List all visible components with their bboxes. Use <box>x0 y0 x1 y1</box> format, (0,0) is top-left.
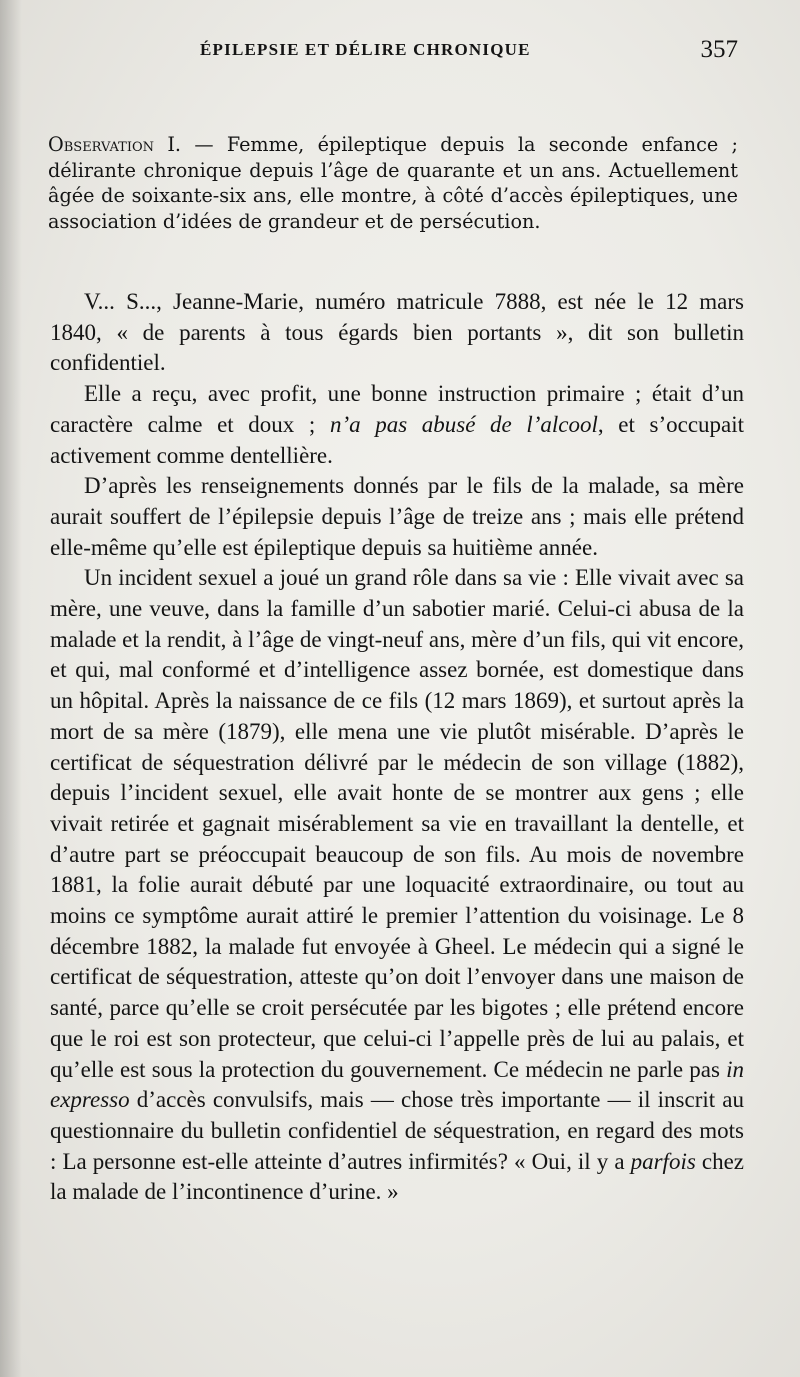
paragraph-education-text-b: , et s’occupait activement comme dentellière. <box>50 411 745 468</box>
observation-number: I. — <box>154 133 227 156</box>
body-text <box>50 287 744 1208</box>
paragraph-incident-text-c: chez la malade de l’incontinence d’urine. » <box>50 1148 744 1205</box>
paragraph-education-italic: n’a pas abusé de l’alcool <box>329 411 598 437</box>
running-title: ÉPILEPSIE ET DÉLIRE CHRONIQUE <box>200 40 531 59</box>
paragraph-incident-italic-b: parfois <box>630 1148 696 1174</box>
page-gutter-shadow <box>0 0 22 1377</box>
paragraph-incident-text-b: d’accès convulsifs, mais — chose très importante — il inscrit au questionnaire du bulletin confidentiel de séquestration, en regard des mots : La personne est-elle atteinte d’autres infirmités? « Oui, il y a <box>50 1087 744 1174</box>
paragraph-epilepsy-history: D’après les renseignements donnés par le fils de la malade, sa mère aurait souffert de l’épilepsie depuis l’âge de treize ans ; mais elle prétend elle-même qu’elle est épileptique depuis sa huitième année. <box>50 473 744 560</box>
observation-summary <box>48 132 738 234</box>
paragraph-incident-italic-a: in expresso <box>50 1056 744 1113</box>
paragraph-education <box>50 379 744 471</box>
observation-label: Observation <box>48 133 155 156</box>
paragraph-incident <box>50 563 744 1208</box>
observation-summary-text: Femme, épileptique depuis la seconde enfance ; délirante chronique depuis l’âge de quarante et un ans. Actuellement âgée de soixante-six ans, elle montre, à côté d’accès épileptiques, une association d’idées de grandeur et de persécution. <box>48 133 738 233</box>
paragraph-identity: V... S..., Jeanne-Marie, numéro matricule 7888, est née le 12 mars 1840, « de parents à tous égards bien portants », dit son bulletin confidentiel. <box>50 289 744 376</box>
paragraph-incident-text-a: Un incident sexuel a joué un grand rôle dans sa vie : Elle vivait avec sa mère, une veuve, dans la famille d’un sabotier marié. Celui-ci abusa de la malade et la rendit, à l’âge de vingt-neuf ans, mère d’un fils, qui vit encore, et qui, mal conformé et d’intelligence assez bornée, est domestique dans un hôpital. Après la naissance de ce fils (12 mars 1869), et surtout après la mort de sa mère (1879), elle mena une vie plutôt misérable. D’après le certificat de séquestration délivré par le médecin de son village (1882), depuis l’incident sexuel, elle avait honte de se montrer aux gens ; elle vivait retirée et gagnait misérablement sa vie en travaillant la dentelle, et d’autre part se préoccupait beaucoup de son fils. Au mois de novembre 1881, la folie aurait débuté par une loquacité extraordinaire, ou tout au moins ce symptôme aurait attiré le premier l’attention du voisinage. Le 8 décembre 1882, la malade fut envoyée à Gheel. Le médecin qui a signé le certificat de séquestration, atteste qu’on doit l’envoyer dans une maison de santé, parce qu’elle se croit persécutée par les bigotes ; elle prétend encore que le roi est son protecteur, que celui-ci l’appelle près de lui au palais, et qu’elle est sous la protection du gouvernement. Ce médecin ne parle pas <box>50 565 744 1082</box>
paragraph-education-text-a: Elle a reçu, avec profit, une bonne instruction primaire ; était d’un caractère calme et doux ; <box>50 381 744 437</box>
page-number: 357 <box>700 36 738 63</box>
